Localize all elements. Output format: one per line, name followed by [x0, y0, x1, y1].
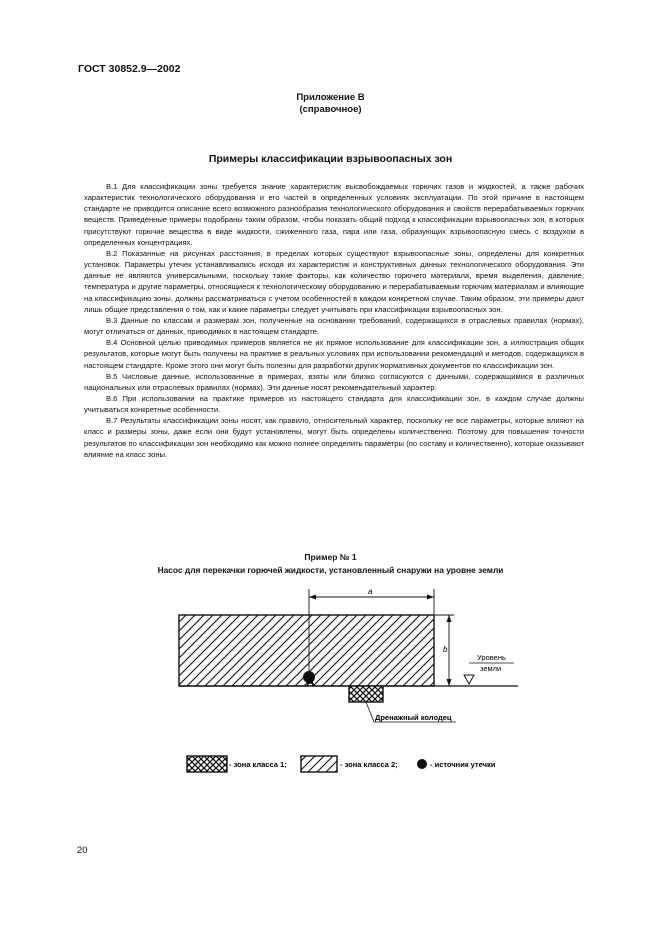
document-header: ГОСТ 30852.9—2002	[78, 63, 181, 75]
paragraph-b4: В.4 Основной целью приводимых примеров является не их прямое использование для классификации зон, а иллюстрация общих результатов, которые могут быть получены на практике в реальных условиях при использовании рекомендаций и методов, содержащихся в настоящем стандарте. Кроме этого они могут быть полезны для разработки других нормативных документов по классификации зон.	[84, 338, 584, 370]
paragraph-b3: В.3 Данные по классам и размерам зон, полученные на основании требований, содержащихся в отраслевых правилах (нормах), могут отличаться от данных, приводимых в настоящем стандарте.	[84, 315, 584, 337]
appendix-title: Приложение В	[296, 92, 365, 103]
dim-a-label: a	[368, 587, 373, 596]
ground-level-label-2: земли	[480, 664, 502, 673]
paragraph-b6: В.6 При использовании на практике примеров из настоящего стандарта для классификации зон, в каждом случае должны учитываться конкретные особенности.	[84, 393, 584, 415]
drain-label: Дренажный колодец	[375, 713, 452, 722]
dim-a-arrow-right	[427, 595, 434, 600]
section-title: Примеры классификации взрывоопасных зон	[208, 153, 453, 165]
dim-a-arrow-left	[309, 595, 316, 600]
source-label: A	[306, 675, 315, 689]
legend-source-label: - источник утечки	[430, 760, 496, 769]
drain-well-zone-class-1	[349, 686, 383, 702]
legend-source-icon	[417, 759, 427, 769]
legend-class-2-label: - зона класса 2;	[340, 760, 398, 769]
paragraph-b5: В.5 Числовые данные, использованные в примерах, взяты или близко согласуются с данными, содержащимися в различных национальных или отраслевых правилах (нормах). Эти данные носят рекомендательный характер.	[84, 371, 584, 392]
appendix-subtitle: (справочное)	[299, 104, 362, 115]
legend-class-2-swatch	[301, 756, 337, 772]
page-number: 20	[77, 845, 88, 856]
ground-level-label-1: Уровень	[477, 653, 506, 662]
dim-b-arrow-top	[447, 615, 452, 622]
dim-b-label: b	[443, 645, 448, 654]
example-title: Пример № 1	[304, 552, 357, 562]
drain-leader	[366, 702, 374, 722]
dim-b-arrow-bottom	[447, 679, 452, 686]
legend-class-1-label: - зона класса 1;	[229, 760, 287, 769]
example-subtitle: Насос для перекачки горючей жидкости, установленный снаружи на уровне земли	[157, 565, 504, 575]
paragraph-b1: В.1 Для классификации зоны требуется знание характеристик высвобождаемых горючих газов и жидкостей, а также рабочих характеристик технологического оборудования и его частей в определенных условиях эксплуатации. По этой причине в настоящем стандарте не приводится описание всего возможного разнообразия технологического оборудования и свойств перерабатываемых горючих веществ. Приведенные примеры подобраны таким образом, чтобы показать общий подход к классификации взрывоопасных зон, в которых присутствуют горючие вещества в виде жидкости, сжиженного газа, пара или газа, образующих взрывоопасную смесь с воздухом в определенных концентрациях.	[84, 182, 584, 247]
ground-level-marker-icon	[464, 675, 474, 684]
legend-class-1-swatch	[187, 756, 227, 772]
paragraph-b7: В.7 Результаты классификации зоны носят, как правило, относительный характер, поскольку не все параметры, которые влияют на класс и размеры зоны, даже если они будут установлены, могут быть определены количественно. Поэтому для повышения точности результатов по классификации зон необходимо как можно полнее определить параметры (по составу и количественно), которые оказывают влияние на класс зоны.	[84, 416, 584, 459]
paragraph-b2: В.2 Показанные на рисунках расстояния, в пределах которых существуют взрывоопасные зоны, определены для конкретных установок. Параметры утечек устанавливались исходя из характеристик и конструктивных данных технологического оборудования. Эти данные не являются универсальными, поскольку такие факторы, как количество горючего материала, время выделения, давление, температура и другие параметры, относящиеся к технологическому оборудованию и перерабатываемым горючим материалам и влияющие на классификацию зоны, должны рассматриваться с учетом особенностей в каждом конкретном случае. Таким образом, эти примеры дают лишь общие представления о том, как и какие параметры следует учитывать при классификации взрывоопасных зон.	[84, 248, 584, 314]
